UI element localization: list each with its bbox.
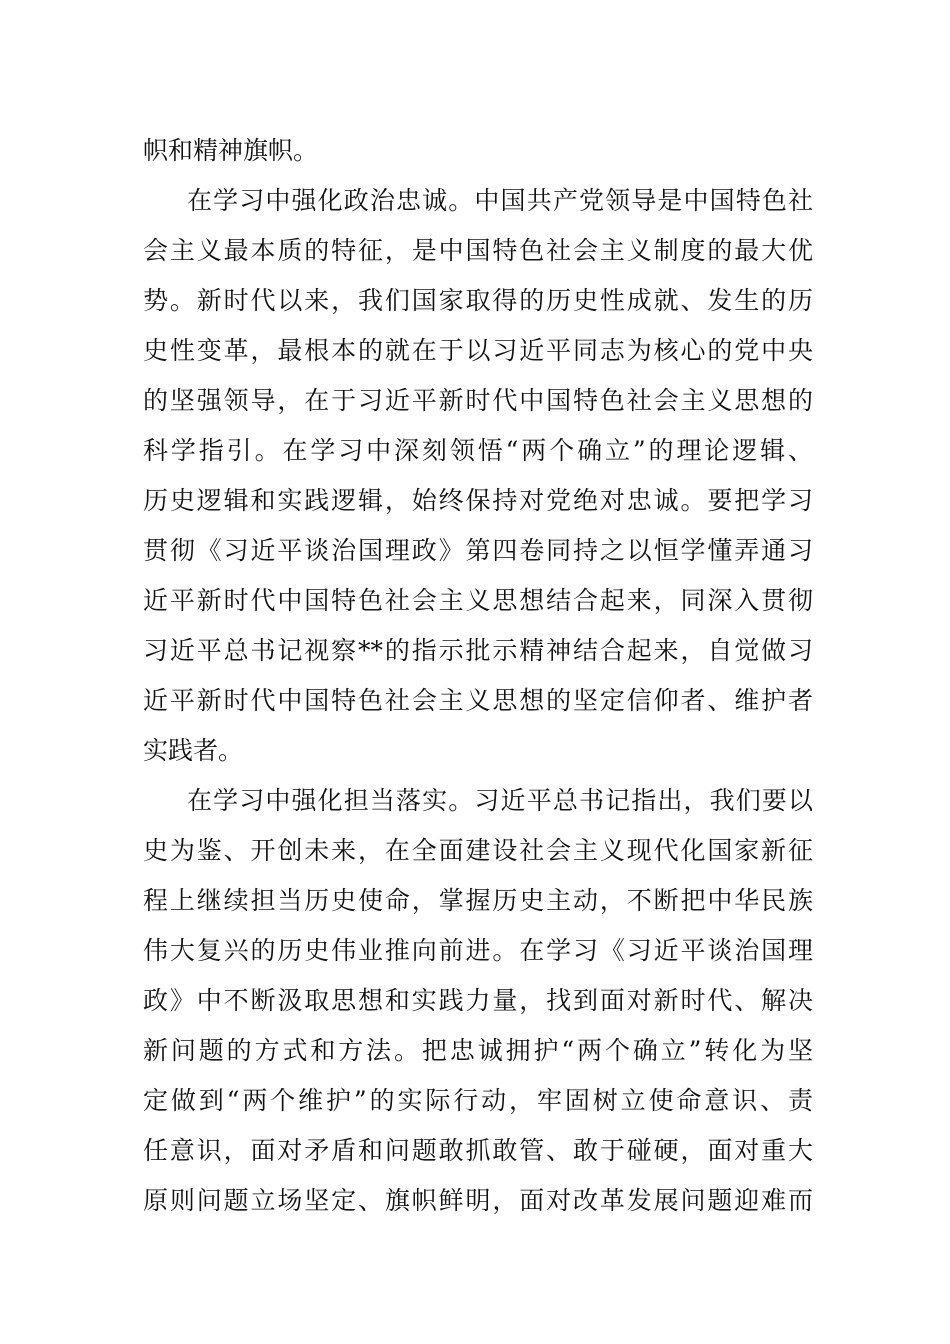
text-line: 伟大复兴的历史伟业推向前进。在学习《习近平谈治国理 — [143, 936, 813, 965]
text-line: 程上继续担当历史使命，掌握历史主动，不断把中华民族 — [143, 886, 813, 915]
text-line: 习近平总书记视察**的指示批示精神结合起来，自觉做习 — [143, 636, 813, 665]
text-line: 历史逻辑和实践逻辑，始终保持对党绝对忠诚。要把学习 — [143, 486, 813, 515]
paragraph-political-loyalty — [143, 176, 813, 776]
text-line: 会主义最本质的特征，是中国特色社会主义制度的最大优 — [143, 236, 813, 265]
text-line: 原则问题立场坚定、旗帜鲜明，面对改革发展问题迎难而 — [143, 1186, 813, 1215]
paragraph-responsibility — [143, 776, 813, 1226]
text-line: 在学习中强化担当落实。习近平总书记指出，我们要以 — [187, 786, 813, 815]
text-line: 势。新时代以来，我们国家取得的历史性成就、发生的历 — [143, 286, 813, 315]
text-line: 史为鉴、开创未来，在全面建设社会主义现代化国家新征 — [143, 836, 813, 865]
text-line: 帜和精神旗帜。 — [143, 136, 319, 165]
text-line: 政》中不断汲取思想和实践力量，找到面对新时代、解决 — [143, 986, 813, 1015]
text-line: 的坚强领导，在于习近平新时代中国特色社会主义思想的 — [143, 386, 813, 415]
text-line: 在学习中强化政治忠诚。中国共产党领导是中国特色社 — [187, 186, 813, 215]
text-line: 任意识，面对矛盾和问题敢抓敢管、敢于碰硬，面对重大 — [143, 1136, 813, 1165]
text-line: 贯彻《习近平谈治国理政》第四卷同持之以恒学懂弄通习 — [143, 536, 813, 565]
text-line: 近平新时代中国特色社会主义思想结合起来，同深入贯彻 — [143, 586, 813, 615]
text-line: 科学指引。在学习中深刻领悟“两个确立”的理论逻辑、 — [143, 436, 813, 465]
text-line: 近平新时代中国特色社会主义思想的坚定信仰者、维护者 — [143, 686, 813, 715]
paragraph-continuation — [143, 126, 813, 176]
text-line: 新问题的方式和方法。把忠诚拥护“两个确立”转化为坚 — [143, 1036, 813, 1065]
text-line: 实践者。 — [143, 736, 244, 765]
body-text — [143, 126, 813, 1226]
text-line: 史性变革，最根本的就在于以习近平同志为核心的党中央 — [143, 336, 813, 365]
text-line: 定做到“两个维护”的实际行动，牢固树立使命意识、责 — [143, 1086, 813, 1115]
